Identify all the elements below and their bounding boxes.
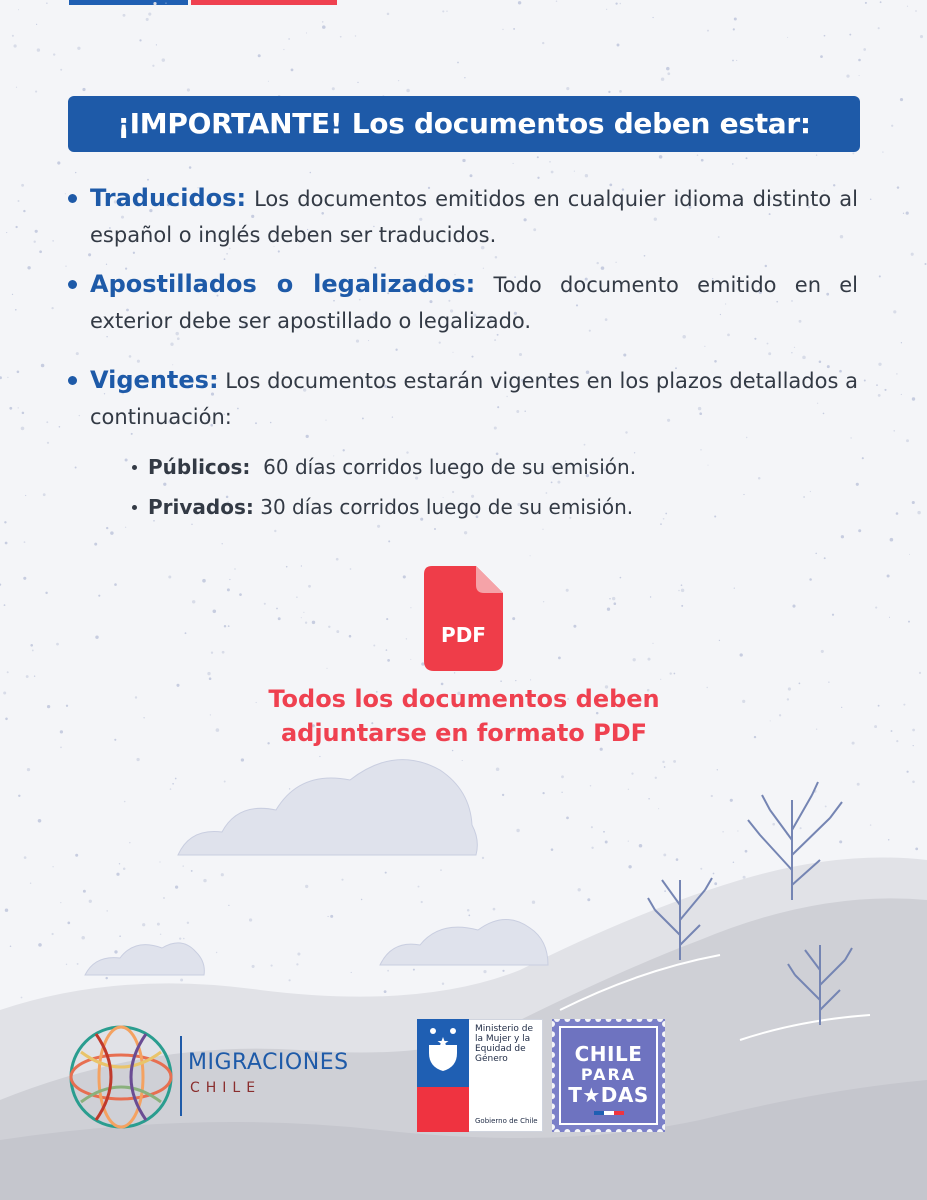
list-item-apostillados (90, 266, 858, 339)
item-text: Todo documento emitido en el exterior debe ser apostillado o legalizado. (90, 273, 859, 333)
sub-bullet-dot (132, 465, 137, 470)
subitem-label: Privados: (148, 495, 254, 519)
ministerio-flag-block (417, 1019, 469, 1132)
header-title: ¡IMPORTANTE! Los documentos deben estar: (117, 107, 811, 140)
item-text: Los documentos estarán vigentes en los plazos detallados a continuación: (90, 369, 858, 429)
pdf-note-line2: adjuntarse en formato PDF (280, 719, 648, 747)
bullet-dot (68, 194, 77, 203)
pdf-note-line1: Todos los documentos deben (268, 685, 660, 713)
list-item-vigentes (90, 362, 858, 435)
chile-para-todas-logo (552, 1019, 665, 1132)
sub-bullet-dot (132, 505, 137, 510)
item-term: Vigentes: (90, 366, 219, 394)
item-text: Los documentos emitidos en cualquier idioma distinto al español o inglés deben ser traducidos. (90, 187, 858, 247)
migraciones-globe-logo (66, 1022, 176, 1132)
migraciones-divider (180, 1036, 182, 1116)
pdf-icon-label: PDF (441, 623, 486, 647)
subitem-privados (148, 492, 633, 522)
gobierno-de-chile-label: Gobierno de Chile (475, 1117, 538, 1125)
important-header (68, 96, 860, 152)
ministerio-name (475, 1024, 533, 1064)
pdf-file-icon (424, 566, 503, 671)
ministerio-text-block (469, 1019, 543, 1132)
subitem-label: Públicos: (148, 455, 251, 479)
subitem-publicos (148, 452, 636, 482)
bullet-dot (68, 376, 77, 385)
list-item-traducidos (90, 180, 858, 253)
cloud-large (178, 760, 477, 855)
cloud-small (380, 919, 548, 965)
subitem-text: 30 días corridos luego de su emisión. (253, 495, 634, 519)
ministerio-line1: Ministerio de (475, 1024, 534, 1034)
ministerio-line4: Género (475, 1054, 508, 1064)
ministerio-line2: la Mujer y la (475, 1034, 531, 1044)
chile-para-line3: T★DAS (568, 1083, 649, 1107)
item-term: Apostillados o legalizados: (90, 270, 476, 298)
coat-of-arms-icon (425, 1025, 461, 1073)
chile-para-line1: CHILE (574, 1042, 643, 1066)
bullet-dot (68, 280, 77, 289)
subitem-text: 60 días corridos luego de su emisión. (250, 455, 637, 479)
chile-para-line2: PARA (580, 1065, 637, 1084)
cloud-left (85, 943, 204, 975)
ministerio-red-block (417, 1087, 469, 1132)
item-term: Traducidos: (90, 184, 247, 212)
ministerio-line3: Equidad de (475, 1044, 526, 1054)
migraciones-subtitle: CHILE (190, 1080, 262, 1096)
migraciones-title: MIGRACIONES (188, 1050, 349, 1075)
ministerio-mujer-logo (417, 1019, 543, 1132)
